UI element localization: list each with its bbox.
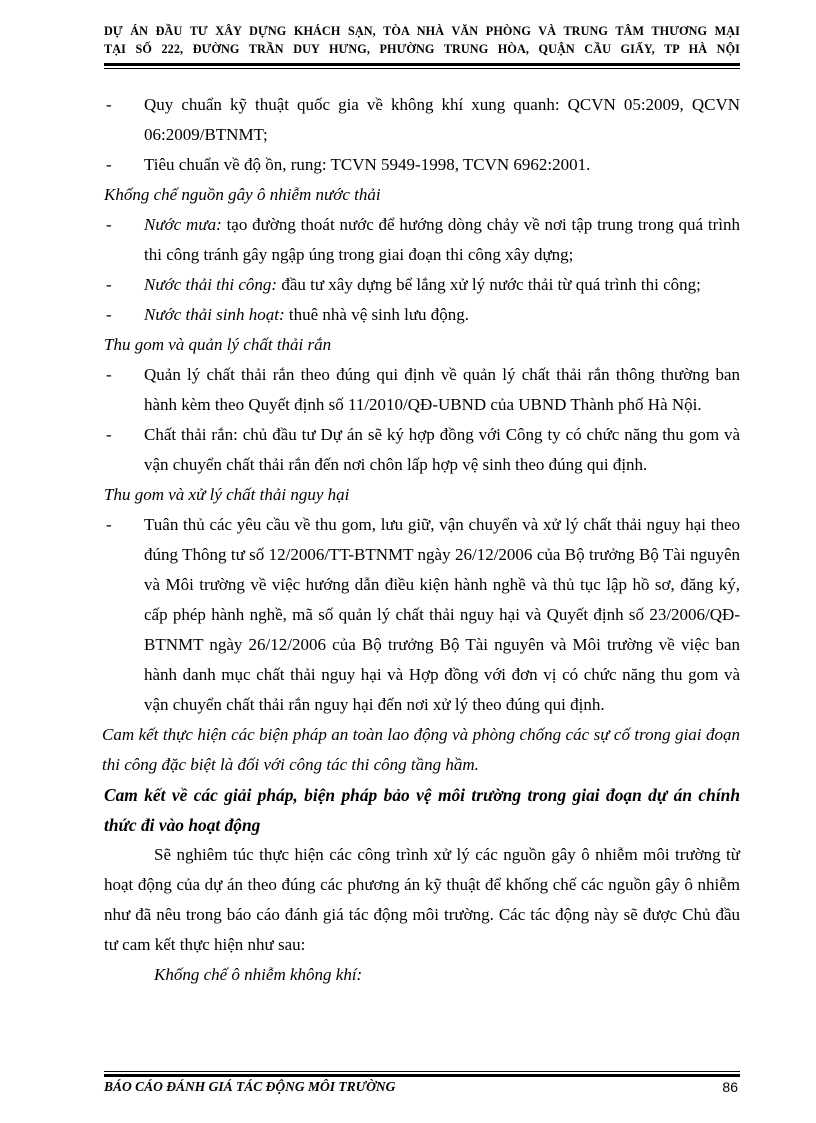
- page-number: 86: [722, 1079, 738, 1095]
- bullet-dash: -: [106, 365, 112, 384]
- list-item: [104, 420, 740, 480]
- header-rule-thick: [104, 63, 740, 66]
- item-text: Quản lý chất thải rắn theo đúng qui định về quản lý chất thải rắn thông thường ban hành kèm theo Quyết định số 11/2010/QĐ-UBND của UBND Thành phố Hà Nội.: [144, 365, 740, 414]
- item-text: đầu tư xây dựng bể lắng xử lý nước thải từ quá trình thi công;: [277, 275, 701, 294]
- header-rule-thin: [104, 68, 740, 69]
- footer-title: BÁO CÁO ĐÁNH GIÁ TÁC ĐỘNG MÔI TRƯỜNG: [104, 1079, 396, 1094]
- item-text: Quy chuẩn kỹ thuật quốc gia về không khí xung quanh: QCVN 05:2009, QCVN 06:2009/BTNMT;: [144, 95, 740, 144]
- subheading-hazardous-waste: Thu gom và xử lý chất thải nguy hại: [104, 485, 350, 504]
- header-line-1: DỰ ÁN ĐẦU TƯ XÂY DỰNG KHÁCH SẠN, TÒA NHÀ VĂN PHÒNG VÀ TRUNG TÂM THƯƠNG MẠI: [104, 24, 740, 38]
- bullet-dash: -: [106, 155, 112, 174]
- list-item: [104, 510, 740, 720]
- list-item: [104, 90, 740, 150]
- section-heading-operation: Cam kết về các giải pháp, biện pháp bảo vệ môi trường trong giai đoạn dự án chính thức đi vào hoạt động: [104, 785, 740, 835]
- bullet-dash: -: [106, 275, 112, 294]
- safety-commitment: Cam kết thực hiện các biện pháp an toàn lao động và phòng chống các sự cố trong giai đoạn thi công đặc biệt là đối với công tác thi công tầng hầm.: [102, 725, 740, 774]
- item-text: tạo đường thoát nước để hướng dòng chảy về nơi tập trung trong quá trình thi công tránh gây ngập úng trong giai đoạn thi công xây dựng;: [144, 215, 740, 264]
- page-header: [104, 22, 740, 58]
- page-content: [104, 90, 740, 990]
- header-line-2: TẠI SỐ 222, ĐƯỜNG TRẦN DUY HƯNG, PHƯỜNG TRUNG HÒA, QUẬN CẦU GIẤY, TP HÀ NỘI: [104, 42, 740, 56]
- list-item: [104, 210, 740, 270]
- list-item: [104, 300, 740, 330]
- subheading-air: Khống chế ô nhiễm không khí:: [154, 965, 363, 984]
- item-lead: Nước mưa:: [144, 215, 222, 234]
- footer-rule-thick: [104, 1074, 740, 1077]
- bullet-dash: -: [106, 515, 112, 534]
- item-text: Tuân thủ các yêu cầu về thu gom, lưu giữ, vận chuyển và xử lý chất thải nguy hại theo đúng Thông tư số 12/2006/TT-BTNMT ngày 26/12/2006 của Bộ trưởng Bộ Tài nguyên và Môi trường về việc hướng dẫn điều kiện hành nghề và thủ tục lập hồ sơ, đăng ký, cấp phép hành nghề, mã số quản lý chất thải nguy hại và Quyết định số 23/2006/QĐ-BTNMT ngày 26/12/2006 của Bộ trưởng Bộ Tài nguyên và Môi trường về việc ban hành danh mục chất thải nguy hại và Hợp đồng với đơn vị có chức năng thu gom và vận chuyển chất thải rắn nguy hại đến nơi xử lý theo đúng qui định.: [144, 515, 740, 714]
- bullet-dash: -: [106, 305, 112, 324]
- bullet-dash: -: [106, 425, 112, 444]
- list-item: [104, 360, 740, 420]
- list-item: [104, 150, 740, 180]
- list-item: [104, 270, 740, 300]
- item-lead: Nước thải thi công:: [144, 275, 278, 294]
- item-text: Chất thải rắn: chủ đầu tư Dự án sẽ ký hợp đồng với Công ty có chức năng thu gom và vận chuyển chất thải rắn đến nơi chôn lấp hợp vệ sinh theo đúng qui định.: [144, 425, 740, 474]
- item-lead: Nước thải sinh hoạt:: [144, 305, 285, 324]
- subheading-water: Khống chế nguồn gây ô nhiễm nước thải: [104, 185, 381, 204]
- item-text: thuê nhà vệ sinh lưu động.: [284, 305, 470, 324]
- item-text: Tiêu chuẩn về độ ồn, rung: TCVN 5949-1998, TCVN 6962:2001.: [144, 155, 591, 174]
- bullet-dash: -: [106, 95, 112, 114]
- footer-rule-thin: [104, 1071, 740, 1072]
- bullet-dash: -: [106, 215, 112, 234]
- operation-paragraph: Sẽ nghiêm túc thực hiện các công trình xử lý các nguồn gây ô nhiễm môi trường từ hoạt động của dự án theo đúng các phương án kỹ thuật để khống chế các nguồn gây ô nhiễm như đã nêu trong báo cáo đánh giá tác động môi trường. Các tác động này sẽ được Chủ đầu tư cam kết thực hiện như sau:: [104, 845, 740, 954]
- subheading-solid-waste: Thu gom và quản lý chất thải rắn: [104, 335, 332, 354]
